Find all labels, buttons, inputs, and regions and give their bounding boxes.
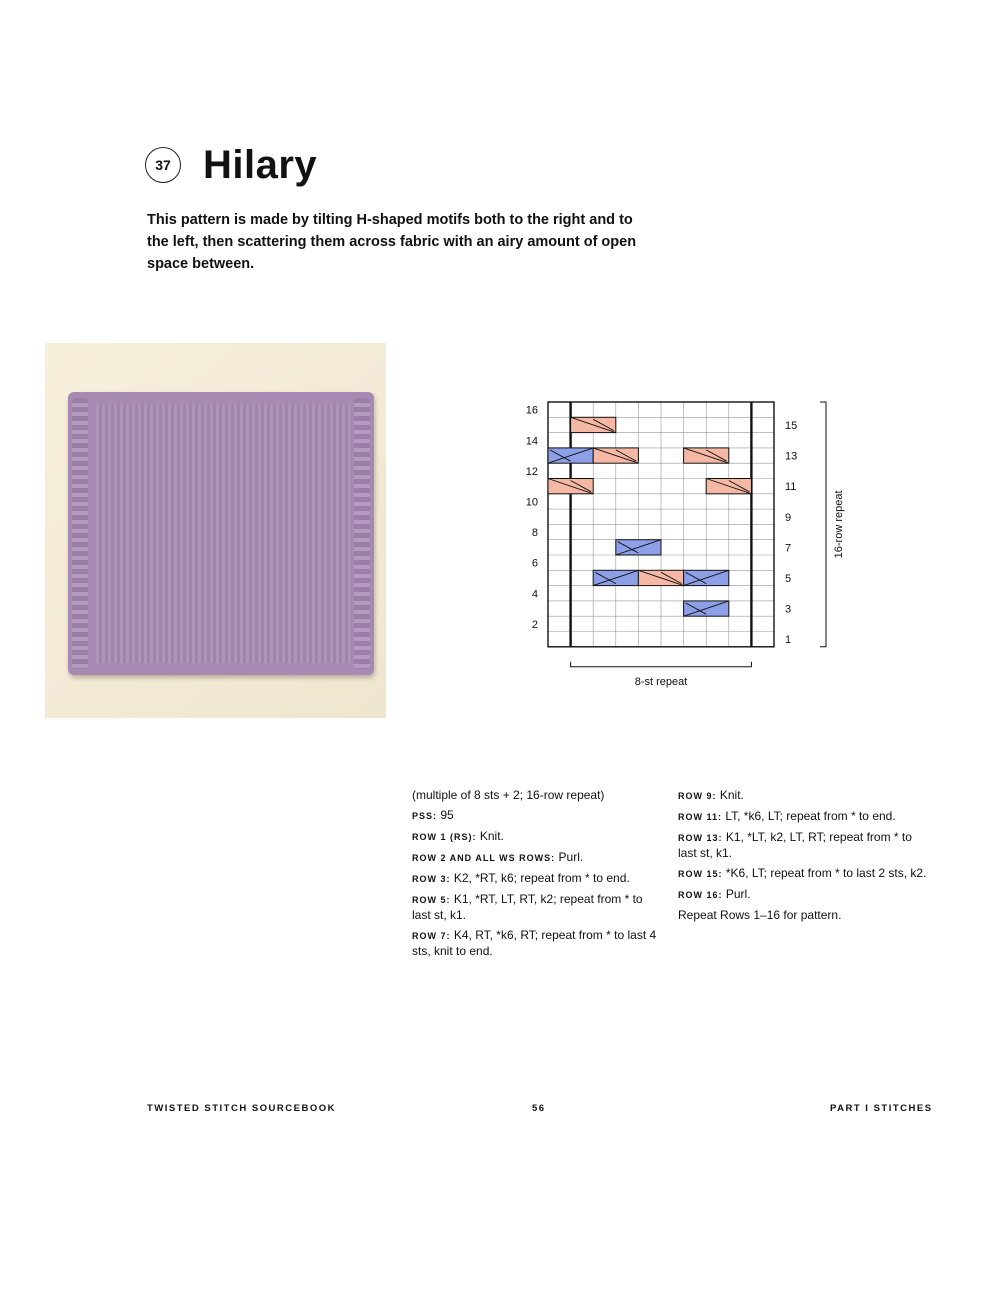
- row-label-right: 5: [785, 572, 792, 585]
- swatch-texture: [96, 404, 352, 663]
- instruction-label: ROW 5:: [412, 895, 451, 905]
- stitch-chart: [505, 395, 845, 695]
- instruction-row: [678, 830, 930, 861]
- instruction-text: Knit.: [479, 829, 504, 843]
- row-label-right: 15: [785, 419, 798, 432]
- instruction-text: K1, *LT, k2, LT, RT; repeat from * to last st, k1.: [678, 830, 912, 860]
- row-label-right: 1: [785, 634, 792, 647]
- instruction-text: Knit.: [719, 788, 744, 802]
- instruction-label: ROW 2 AND ALL WS ROWS:: [412, 853, 556, 863]
- instruction-text: Purl.: [558, 850, 584, 864]
- row-label-right: 13: [785, 450, 798, 463]
- instruction-row: [678, 788, 930, 804]
- row-repeat-bracket: [820, 402, 826, 647]
- instruction-row: [412, 892, 664, 923]
- instruction-text: 95: [440, 808, 454, 822]
- knitted-swatch: [68, 392, 374, 675]
- instruction-row: [412, 808, 664, 824]
- closing-note: Repeat Rows 1–16 for pattern.: [678, 908, 842, 922]
- swatch-right-border: [354, 398, 370, 669]
- instruction-row: [678, 809, 930, 825]
- footer-page-number: 56: [532, 1103, 546, 1114]
- instruction-label: ROW 16:: [678, 890, 723, 900]
- intro-text: This pattern is made by tilting H-shaped motifs both to the right and to the left, then scattering them across fabric with an airy amount of open space between.: [147, 212, 637, 272]
- photo-edge: [386, 343, 393, 718]
- row-repeat-label: 16-row repeat: [833, 490, 845, 559]
- instructions-right-column: [678, 788, 930, 928]
- pattern-number-badge: 37: [145, 147, 181, 183]
- row-label-left: 16: [525, 404, 538, 417]
- instruction-row: [678, 887, 930, 903]
- row-label-left: 8: [531, 527, 538, 540]
- row-label-left: 6: [531, 557, 538, 570]
- swatch-left-border: [72, 398, 88, 669]
- instruction-row: [678, 866, 930, 882]
- row-label-left: 4: [531, 588, 538, 601]
- instruction-label: PSS:: [412, 811, 438, 821]
- instruction-label: ROW 1 (RS):: [412, 832, 477, 842]
- instruction-label: ROW 13:: [678, 833, 723, 843]
- instruction-label: ROW 3:: [412, 874, 451, 884]
- page-title: Hilary: [203, 143, 318, 187]
- footer-book-title: TWISTED STITCH SOURCEBOOK: [147, 1103, 336, 1114]
- instruction-text: K2, *RT, k6; repeat from * to end.: [453, 871, 630, 885]
- instructions-left-column: [412, 788, 664, 964]
- stitch-repeat-label: 8-st repeat: [634, 675, 688, 688]
- instruction-text: K4, RT, *k6, RT; repeat from * to last 4 sts, knit to end.: [412, 928, 657, 958]
- row-label-left: 2: [531, 618, 538, 631]
- instruction-text: LT, *k6, LT; repeat from * to end.: [725, 809, 896, 823]
- instruction-text: *K6, LT; repeat from * to last 2 sts, k2.: [725, 866, 927, 880]
- footer-section: PART I STITCHES: [830, 1103, 933, 1114]
- row-label-right: 3: [785, 603, 792, 616]
- instruction-text: K1, *RT, LT, RT, k2; repeat from * to last st, k1.: [412, 892, 643, 922]
- instruction-row: [412, 829, 664, 845]
- row-label-left: 14: [525, 435, 538, 448]
- instruction-label: ROW 9:: [678, 791, 717, 801]
- instruction-text: Purl.: [725, 887, 751, 901]
- stitch-repeat-bracket: [571, 662, 752, 667]
- instruction-row: [412, 871, 664, 887]
- instruction-row: [412, 850, 664, 866]
- instruction-label: ROW 11:: [678, 812, 723, 822]
- row-label-left: 10: [525, 496, 538, 509]
- row-label-right: 7: [785, 542, 792, 555]
- row-label-right: 11: [785, 481, 797, 494]
- instruction-row: [412, 928, 664, 959]
- instruction-label: ROW 7:: [412, 931, 451, 941]
- instruction-label: ROW 15:: [678, 869, 723, 879]
- row-label-left: 12: [525, 465, 538, 478]
- multiple-note: (multiple of 8 sts + 2; 16-row repeat): [412, 788, 605, 802]
- row-label-right: 9: [785, 511, 792, 524]
